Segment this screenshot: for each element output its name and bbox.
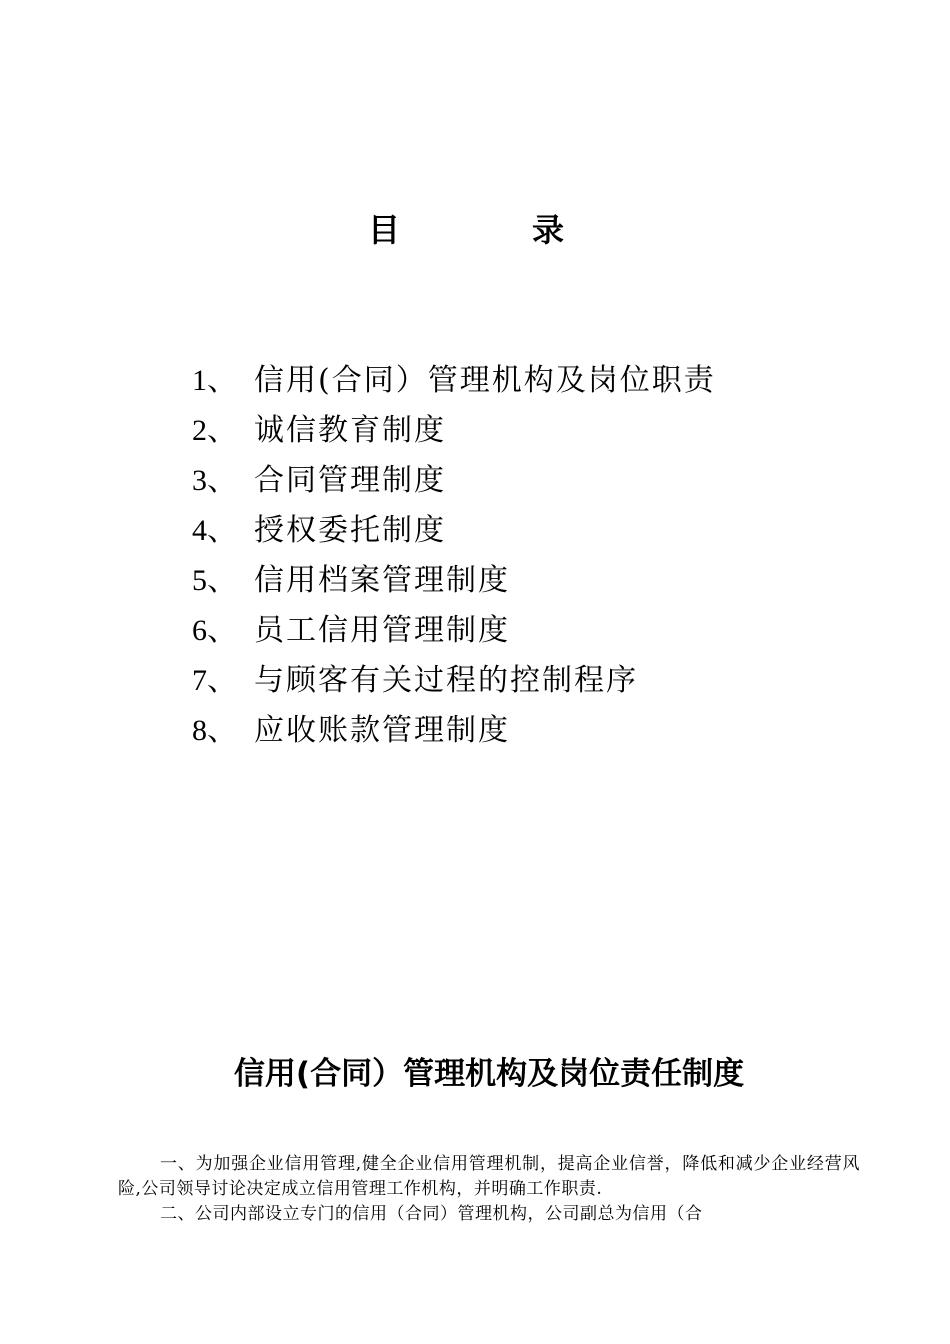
toc-item-label: 应收账款管理制度: [254, 713, 510, 748]
toc-title: 目 录: [367, 211, 614, 249]
section-heading: 信用(合同）管理机构及岗位责任制度: [233, 1056, 745, 1092]
toc-item-number: 4、: [192, 514, 237, 547]
body-paragraph-1: 一、为加强企业信用管理,健全企业信用管理机制，提高企业信誉，降低和减少企业经营风险,公司领导讨论决定成立信用管理工作机构，并明确工作职责.: [118, 1154, 860, 1199]
toc-item-label: 授权委托制度: [254, 513, 446, 548]
toc-item-number: 8、: [192, 714, 237, 747]
toc-item-label: 信用档案管理制度: [254, 563, 510, 598]
toc-item-label: 员工信用管理制度: [254, 613, 510, 648]
toc-item-label: 与顾客有关过程的控制程序: [254, 663, 638, 698]
toc-item-number: 2、: [192, 414, 237, 447]
toc-item-number: 7、: [192, 664, 237, 697]
toc-item-3: [192, 456, 716, 506]
toc-item-label: 诚信教育制度: [254, 413, 446, 448]
section-body: [118, 1152, 860, 1227]
toc-item-1: [192, 356, 716, 406]
toc-item-7: [192, 656, 716, 706]
toc-item-label: 合同管理制度: [254, 463, 446, 498]
toc-item-2: [192, 406, 716, 456]
toc-item-number: 5、: [192, 564, 237, 597]
toc-item-8: [192, 706, 716, 756]
toc-item-6: [192, 606, 716, 656]
toc-item-number: 1、: [192, 364, 237, 397]
toc-item-5: [192, 556, 716, 606]
toc-list: [192, 356, 716, 756]
toc-item-number: 6、: [192, 614, 237, 647]
toc-item-label: 信用(合同）管理机构及岗位职责: [254, 363, 716, 398]
body-paragraph-2: 二、公司内部设立专门的信用（合同）管理机构，公司副总为信用（合: [160, 1204, 703, 1224]
toc-item-number: 3、: [192, 464, 237, 497]
toc-item-4: [192, 506, 716, 556]
